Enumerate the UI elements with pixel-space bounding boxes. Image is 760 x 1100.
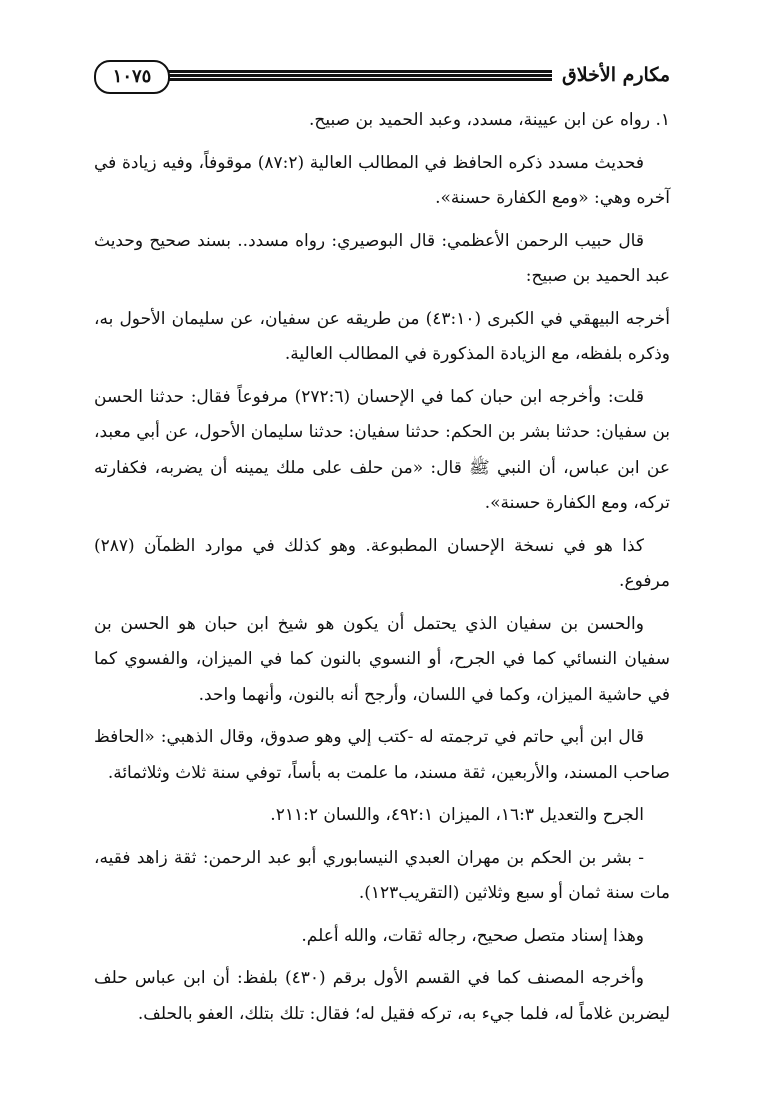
paragraph-1: ١. رواه عن ابن عيينة، مسدد، وعبد الحميد بن صبيح. [308, 110, 670, 130]
paragraph-7: والحسن بن سفيان الذي يحتمل أن يكون هو شيخ ابن حبان هو الحسن بن سفيان النسائي كما في الجرح، أو النسوي بالنون كما في الميزان، والفسوي كما في حاشية الميزان، وكما في اللسان، وأرجح أنه بالنون، وأنهما واحد. [94, 613, 670, 705]
paragraph-4: أخرجه البيهقي في الكبرى (٤٣:١٠) من طريقه عن سفيان، عن سليمان الأحول به، وذكره بلفظه، مع الزيادة المذكورة في المطالب العالية. [94, 308, 670, 364]
body-text [94, 103, 670, 1039]
paragraph-8: قال ابن أبي حاتم في ترجمته له -كتب إلي وهو صدوق، وقال الذهبي: «الحافظ صاحب المسند، والأربعين، ثقة مسند، ما علمت به بأساً، توفي سنة ثلاث وثلاثمائة. [94, 727, 670, 783]
paragraph-5: قلت: وأخرجه ابن حبان كما في الإحسان (٢٧٢:٦) مرفوعاً فقال: حدثنا الحسن بن سفيان: حدثنا بشر بن الحكم: حدثنا سفيان: حدثنا سليمان الأحول، عن أبي معبد، عن ابن عباس، أن النبي ﷺ قال: «من حلف على ملك يمينه أن يضربه، فكفارته تركه، ومع الكفارة حسنة». [94, 386, 670, 513]
page-number: ١٠٧٥ [94, 60, 170, 94]
paragraph-9: الجرح والتعديل ١٦:٣، الميزان ٤٩٢:١، واللسان ٢١١:٢. [270, 805, 644, 825]
paragraph-2: فحديث مسدد ذكره الحافظ في المطالب العالية (٨٧:٢) موقوفاً، وفيه زيادة في آخره وهي: «ومع الكفارة حسنة». [94, 152, 670, 208]
paragraph-10: - بشر بن الحكم بن مهران العبدي النيسابوري أبو عبد الرحمن: ثقة زاهد فقيه، مات سنة ثمان أو سبع وثلاثين (التقريب١٢٣). [94, 847, 670, 903]
paragraph-6: كذا هو في نسخة الإحسان المطبوعة. وهو كذلك في موارد الظمآن (٢٨٧) مرفوع. [94, 535, 670, 591]
running-title: مكارم الأخلاق [562, 64, 670, 86]
page-header [94, 60, 670, 100]
paragraph-3: قال حبيب الرحمن الأعظمي: قال البوصيري: رواه مسدد.. بسند صحيح وحديث عبد الحميد بن صبيح: [94, 230, 670, 286]
header-rule [168, 74, 552, 77]
paragraph-11: وهذا إسناد متصل صحيح، رجاله ثقات، والله أعلم. [301, 925, 644, 946]
paragraph-12: وأخرجه المصنف كما في القسم الأول برقم (٤٣٠) بلفظ: أن ابن عباس حلف ليضربن غلاماً له، فلما جيء به، تركه فقيل له؛ فقال: تلك بتلك، العفو بالحلف. [94, 968, 670, 1024]
